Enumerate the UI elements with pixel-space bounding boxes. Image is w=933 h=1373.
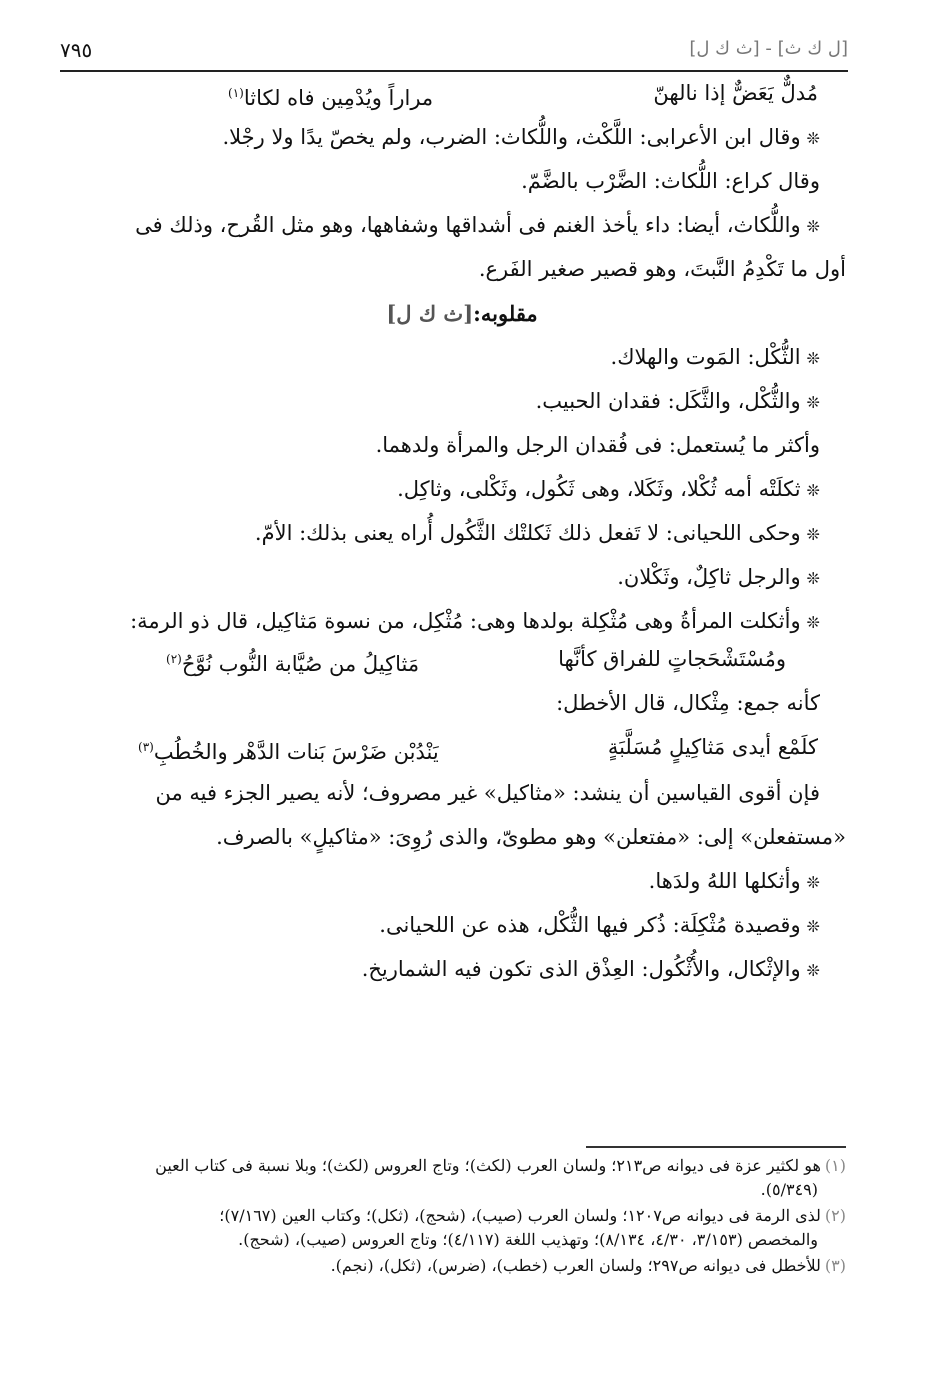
footnotes [78,1154,846,1280]
verse-3-text: يَنْدُبْن ضَرْسَ بَنات الدَّهْر والخُطُبِ [153,740,439,764]
verse-3 [78,734,846,780]
line-text: فإن أقوى القياسين أن ينشد: «مثاكيل» غير مصروف؛ لأنه يصير الجزء فيه من [155,781,820,805]
line-text: الثُّكْل: المَوت والهلاك. [610,345,801,369]
page-number: ٧٩٥ [60,38,93,62]
asterisk-icon: ❊ [806,917,820,936]
paragraph-line [78,956,846,1000]
line-text: وأثكلها اللهُ ولدَها. [648,869,801,893]
verse-1 [78,80,846,124]
paragraph-line [78,608,846,646]
paragraph-line [78,912,846,956]
footnote-number: (١) [824,1156,846,1175]
paragraph-line [78,690,846,734]
verse-2-second-hemistich [166,646,419,678]
asterisk-icon: ❊ [806,873,820,892]
running-title: [ل ك ث] - [ث ك ل] [689,38,848,59]
footnote-2 [78,1204,846,1252]
paragraph-line [78,124,846,168]
verse-1-text: مراراً ويُدْمِين فاه لكاثا [243,86,434,110]
line-text: والرجل ثاكِلٌ، وثَكْلان. [617,565,801,589]
footnote-number: (٢) [824,1206,846,1225]
line-text: ثكلَتْه أمه ثُكْلا، وثَكَلا، وهى ثَكُول، وثَكْلى، وثاكِل. [397,477,801,501]
paragraph-line [78,520,846,564]
asterisk-icon: ❊ [806,393,820,412]
line-text: وقال كراع: اللُّكاث: الضَّرْب بالضَّمّ. [521,169,820,193]
paragraph-line [78,868,846,912]
line-text: وأكثر ما يُستعمل: فى فُقدان الرجل والمرأة ولدهما. [375,433,820,457]
footnote-text: لذى الرمة فى ديوانه ص١٢٠٧؛ ولسان العرب (صيب)، (شحج)، (ثكل)؛ وكتاب العين (٧/١٦٧)؛ [219,1206,821,1225]
paragraph-line [78,564,846,608]
footnote-ref-3: (٣) [138,740,154,754]
asterisk-icon: ❊ [806,613,820,632]
footnote-text: هو لكثير عزة فى ديوانه ص٢١٣؛ ولسان العرب (لكث)؛ وتاج العروس (لكث)؛ وبلا نسبة فى كتاب العين [155,1156,821,1175]
section-heading [78,300,846,344]
paragraph-line [78,824,846,868]
section-heading-label: مقلوبه: [473,301,538,326]
verse-2-first-hemistich: ومُسْتَشْحَجاتٍ للفراق كأنَّها [558,647,786,671]
verse-1-second-hemistich [228,80,433,112]
asterisk-icon: ❊ [806,481,820,500]
paragraph-line [78,212,846,256]
line-text: وأثكلت المرأةُ وهى مُثْكِلة بولدها وهى: مُثْكِل، من نسوة مَثاكِيل، قال ذو الرمة: [130,609,801,633]
paragraph-line [78,780,846,824]
footnote-ref-1: (١) [228,86,244,100]
line-text: والإثْكال، والأُثْكُول: العِذْق الذى تكون فيه الشماريخ. [361,957,801,981]
asterisk-icon: ❊ [806,961,820,980]
paragraph-line [78,256,846,300]
asterisk-icon: ❊ [806,569,820,588]
paragraph-line [78,344,846,388]
footnote-1 [78,1154,846,1202]
footnote-line: والمخصص (٣/١٥٣، ٤/٣٠، ٨/١٣٤)؛ وتهذيب اللغة (٤/١١٧)؛ وتاج العروس (صيب)، (شحج). [238,1230,818,1249]
footnote-ref-2: (٢) [166,652,182,666]
line-text: «مستفعلن» إلى: «مفتعلن» وهو مطوىّ، والذى رُوِىَ: «مثاكيلٍ» بالصرف. [216,825,846,849]
paragraph-line [78,476,846,520]
paragraph-line [78,432,846,476]
paragraph-line [78,168,846,212]
asterisk-icon: ❊ [806,349,820,368]
paragraph-line [78,388,846,432]
footnote-line: (٥/٣٤٩). [760,1180,818,1199]
section-heading-root: [ث ك ل] [386,301,474,326]
asterisk-icon: ❊ [806,129,820,148]
line-text: وحكى اللحيانى: لا تَفعل ذلك ثَكلتْك الثَّكُول أُراه يعنى بذلك: الأمّ. [254,521,801,545]
verse-2 [78,646,846,690]
footnote-text: للأخطل فى ديوانه ص٢٩٧؛ ولسان العرب (خطب)، (ضرس)، (ثكل)، (نجم). [330,1256,821,1275]
main-text [78,80,846,1000]
footnote-separator [586,1146,846,1148]
line-text: كأنه جمع: مِثْكال، قال الأخطل: [556,691,820,715]
footnote-number: (٣) [824,1256,846,1275]
footnote-line [78,1154,846,1178]
verse-2-text: مَثاكِيلُ من صُيَّابة النُّوب نُوَّحُ [181,652,420,676]
footnote-3 [78,1254,846,1278]
page-header [60,38,848,72]
line-text: أول ما تَكْدِمُ النَّبتَ، وهو قصير صغير الفَرع. [478,257,846,281]
footnote-line [78,1204,846,1228]
asterisk-icon: ❊ [806,217,820,236]
verse-3-second-hemistich [138,734,439,766]
line-text: وقصيدة مُثْكِلَة: ذُكر فيها الثُّكْل، هذه عن اللحيانى. [379,913,801,937]
footnote-line [78,1254,846,1278]
line-text: والثُّكْل، والثَّكَل: فقدان الحبيب. [535,389,801,413]
line-text: واللُّكاث، أيضا: داء يأخذ الغنم فى أشداقها وشفاهها، وهو مثل القُرح، وذلك فى [135,213,801,237]
line-text: وقال ابن الأعرابى: اللَّكْث، واللُّكاث: الضرب، ولم يخصّ يدًا ولا رجْلا. [222,125,801,149]
verse-1-first-hemistich: مُدلٌّ يَعَضٌّ إذا نالهنّ [653,81,818,105]
asterisk-icon: ❊ [806,525,820,544]
verse-3-first-hemistich: كلَمْع أيدى مَثاكِيلٍ مُسَلَّبَةٍ [607,735,818,759]
